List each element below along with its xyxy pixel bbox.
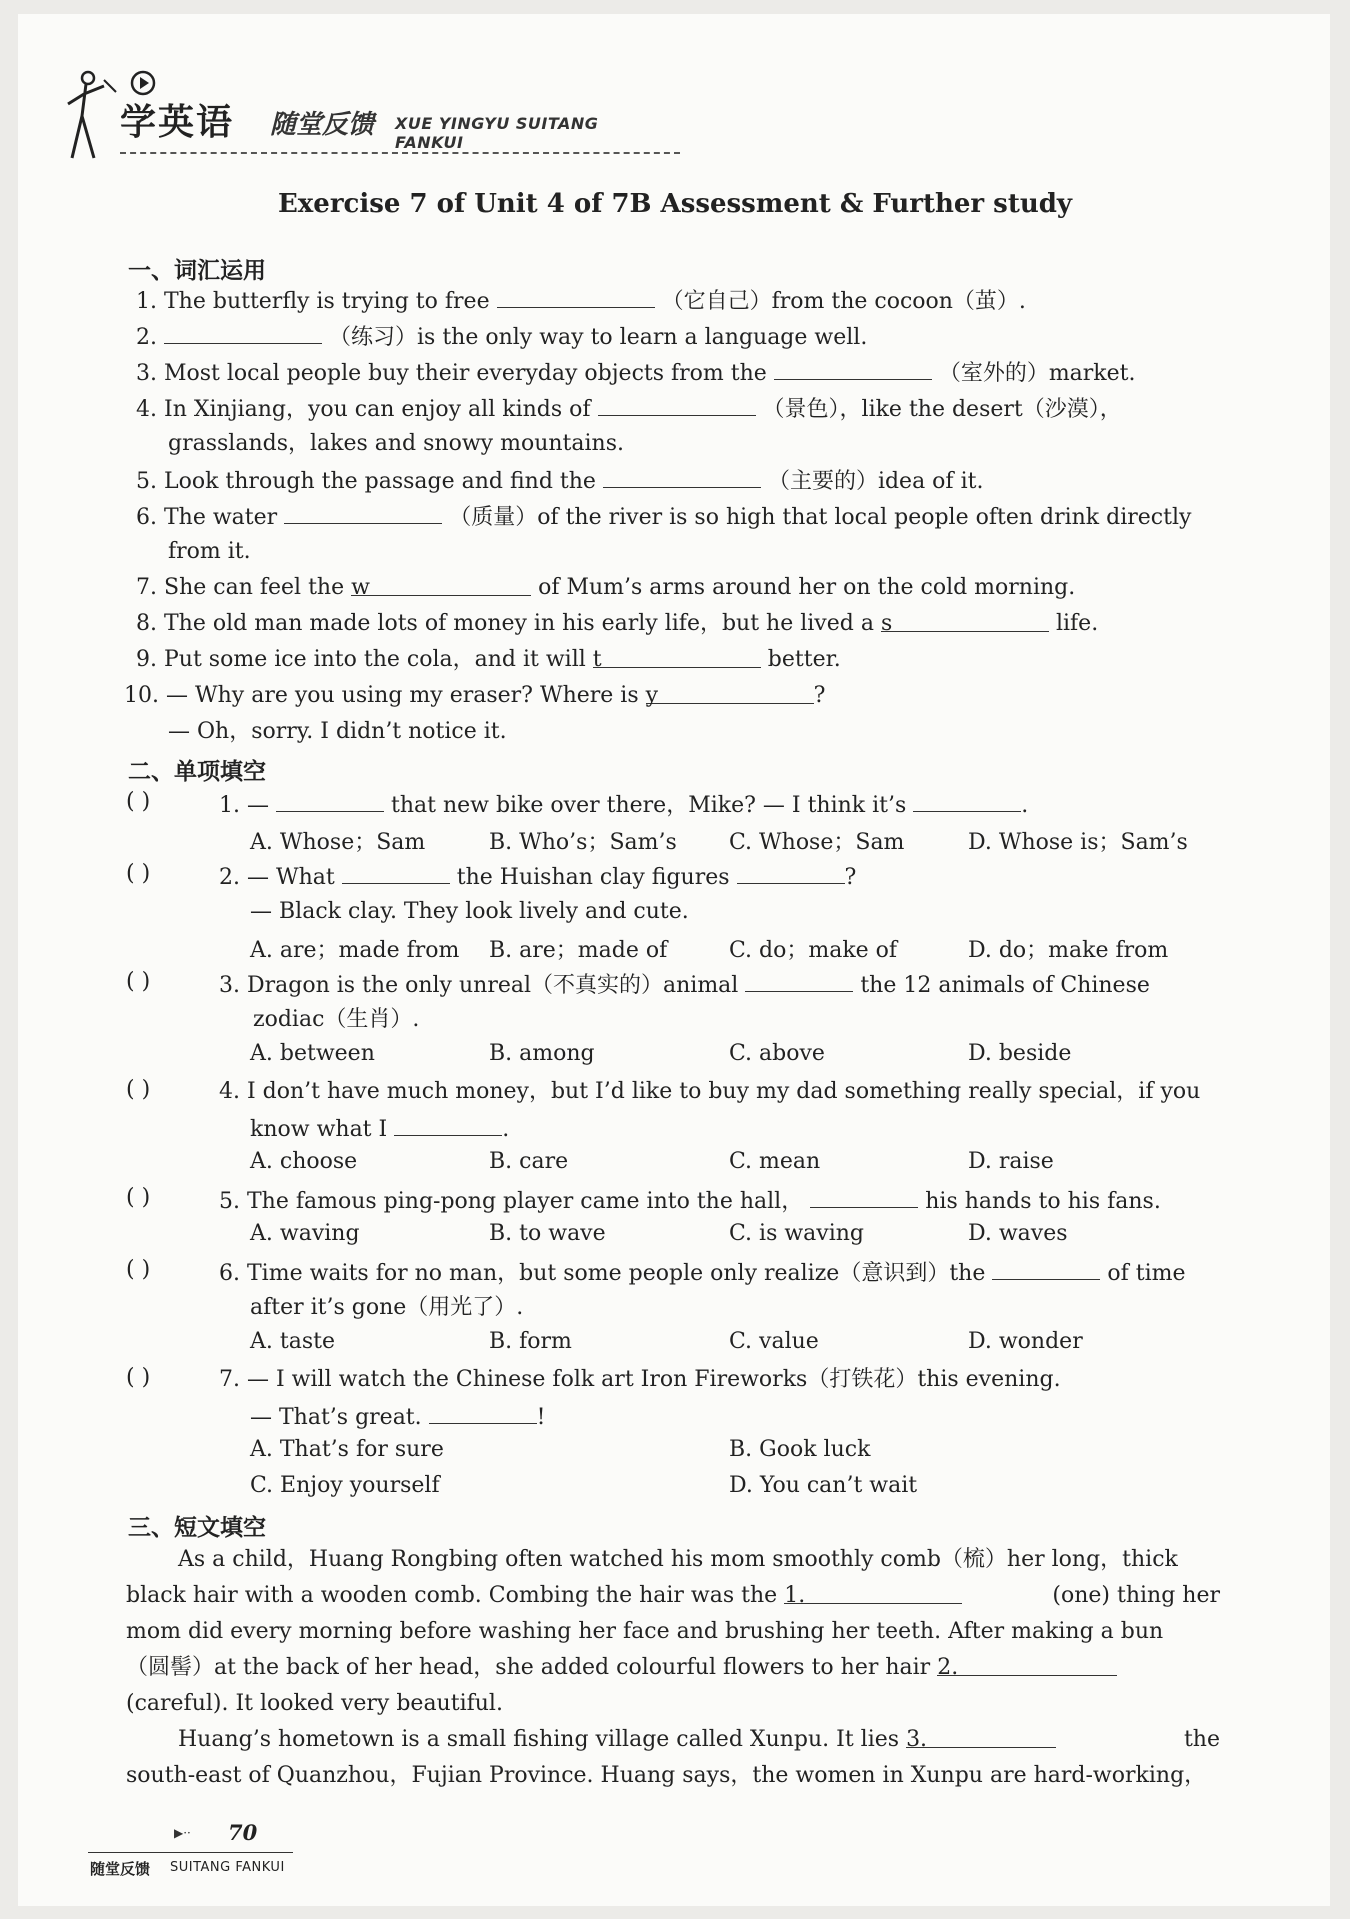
mc-question-5: 5. The famous ping-pong player came into the hall， his hands to his fans.: [219, 1185, 1161, 1217]
mc-2-option-c[interactable]: C. do；make of: [729, 938, 898, 963]
vocab-item-9: 9. Put some ice into the cola，and it will t better.: [136, 647, 841, 672]
mc-5-option-b[interactable]: B. to wave: [489, 1221, 606, 1246]
mc-question-2: 2. — What the Huishan clay figures ?: [219, 861, 856, 893]
footer-brand-cn: 随堂反馈: [90, 1860, 151, 1878]
passage-blank-3[interactable]: 3.: [906, 1725, 1056, 1748]
vocab-item-6-cont: from it.: [168, 539, 251, 564]
page-footer: [88, 1818, 298, 1888]
mc-question-7-reply: — That’s great. !: [250, 1401, 545, 1433]
mc-2-option-a[interactable]: A. are；made from: [250, 938, 460, 963]
answer-blank: [429, 1401, 537, 1424]
answer-blank[interactable]: [164, 321, 322, 344]
section-heading-multiple-choice: 二、单项填空: [128, 759, 266, 785]
answer-bracket[interactable]: ( ): [126, 969, 151, 994]
mc-6-option-c[interactable]: C. value: [729, 1329, 819, 1354]
passage-line-4: （圆髻）at the back of her head，she added colourful flowers to her hair 2.: [126, 1653, 1117, 1683]
mc-3-option-a[interactable]: A. between: [250, 1041, 375, 1066]
answer-blank: [810, 1185, 918, 1208]
mc-1-option-d[interactable]: D. Whose is；Sam’s: [968, 830, 1188, 855]
answer-bracket[interactable]: ( ): [126, 1257, 151, 1282]
mc-7-option-b[interactable]: B. Gook luck: [729, 1437, 871, 1462]
vocab-item-4: 4. In Xinjiang，you can enjoy all kinds of （景色），like the desert（沙漠），: [136, 393, 1122, 425]
arrow-icon: ▶··: [174, 1826, 191, 1840]
vocab-item-2: 2. （练习）is the only way to learn a language well.: [136, 321, 867, 353]
vocab-item-10-reply: — Oh，sorry. I didn’t notice it.: [168, 719, 507, 744]
mc-1-option-a[interactable]: A. Whose；Sam: [250, 830, 426, 855]
mc-5-option-c[interactable]: C. is waving: [729, 1221, 865, 1246]
mc-question-7: 7. — I will watch the Chinese folk art Iron Fireworks（打铁花）this evening.: [219, 1367, 1061, 1392]
mc-3-option-d[interactable]: D. beside: [968, 1041, 1072, 1066]
answer-bracket[interactable]: ( ): [126, 789, 151, 814]
passage-line-6: Huang’s hometown is a small fishing village called Xunpu. It lies 3. the: [178, 1727, 1220, 1752]
vocab-item-1: 1. The butterfly is trying to free （它自己）from the cocoon（茧）.: [136, 285, 1026, 317]
mc-question-4: 4. I don’t have much money，but I’d like to buy my dad something really special，if you: [219, 1079, 1201, 1104]
mc-question-3-cont: zodiac（生肖）.: [253, 1007, 420, 1032]
answer-bracket[interactable]: ( ): [126, 861, 151, 886]
vocab-item-10: 10. — Why are you using my eraser? Where is y ?: [124, 683, 826, 708]
answer-blank[interactable]: s: [881, 609, 1049, 632]
footer-divider: [88, 1852, 293, 1853]
page-number: 70: [228, 1820, 258, 1845]
header-logo: [60, 60, 670, 170]
mc-4-option-d[interactable]: D. raise: [968, 1149, 1054, 1174]
answer-blank[interactable]: [774, 357, 932, 380]
answer-blank[interactable]: w: [351, 573, 531, 596]
vocab-item-5: 5. Look through the passage and find the （主要的）idea of it.: [136, 465, 983, 497]
mc-4-option-c[interactable]: C. mean: [729, 1149, 821, 1174]
vocab-item-8: 8. The old man made lots of money in his early life，but he lived a s life.: [136, 611, 1099, 636]
mc-6-option-a[interactable]: A. taste: [250, 1329, 335, 1354]
mc-2-option-b[interactable]: B. are；made of: [489, 938, 668, 963]
mc-question-2-reply: — Black clay. They look lively and cute.: [250, 899, 689, 924]
answer-bracket[interactable]: ( ): [126, 1365, 151, 1390]
passage-line-5: (careful). It looked very beautiful.: [126, 1691, 503, 1716]
mc-4-option-a[interactable]: A. choose: [250, 1149, 358, 1174]
mc-1-option-c[interactable]: C. Whose；Sam: [729, 830, 905, 855]
mc-5-option-a[interactable]: A. waving: [250, 1221, 360, 1246]
mc-5-option-d[interactable]: D. waves: [968, 1221, 1068, 1246]
passage-blank-2[interactable]: 2.: [937, 1653, 1117, 1676]
passage-line-3: mom did every morning before washing her face and brushing her teeth. After making a bun: [126, 1619, 1164, 1644]
mc-3-option-b[interactable]: B. among: [489, 1041, 595, 1066]
answer-blank: [342, 861, 450, 884]
answer-bracket[interactable]: ( ): [126, 1185, 151, 1210]
mc-1-option-b[interactable]: B. Who’s；Sam’s: [489, 830, 677, 855]
answer-blank[interactable]: y: [646, 681, 814, 704]
passage-line-1: As a child，Huang Rongbing often watched his mom smoothly comb（梳）her long，thick: [178, 1547, 1178, 1572]
answer-blank: [992, 1257, 1100, 1280]
mc-7-option-a[interactable]: A. That’s for sure: [250, 1437, 444, 1462]
mc-6-option-d[interactable]: D. wonder: [968, 1329, 1083, 1354]
answer-bracket[interactable]: ( ): [126, 1077, 151, 1102]
header-dashed-line: [120, 152, 680, 154]
mc-7-option-c[interactable]: C. Enjoy yourself: [250, 1473, 440, 1498]
answer-blank: [745, 969, 853, 992]
answer-blank: [737, 861, 845, 884]
student-figure-icon: [64, 66, 124, 162]
mc-question-6: 6. Time waits for no man，but some people only realize（意识到）the of time: [219, 1257, 1186, 1289]
footer-brand-en: SUITANG FANKUI: [170, 1860, 285, 1875]
section-heading-vocabulary: 一、词汇运用: [128, 258, 266, 284]
section-heading-passage-fill: 三、短文填空: [128, 1515, 266, 1541]
logo-chinese-title: 学英语: [120, 102, 235, 143]
page-title: Exercise 7 of Unit 4 of 7B Assessment & Further study: [277, 189, 1073, 219]
answer-blank: [394, 1113, 502, 1136]
vocab-item-7: 7. She can feel the w of Mum’s arms around her on the cold morning.: [136, 575, 1076, 600]
mc-2-option-d[interactable]: D. do；make from: [968, 938, 1169, 963]
logo-pinyin: XUE YINGYU SUITANG FANKUI: [395, 114, 599, 152]
passage-line-2: black hair with a wooden comb. Combing the hair was the 1. (one) thing her: [126, 1583, 1220, 1608]
answer-blank: [276, 789, 384, 812]
mc-question-6-cont: after it’s gone（用光了）.: [250, 1295, 524, 1320]
vocab-item-6: 6. The water （质量）of the river is so high that local people often drink directly: [136, 501, 1191, 533]
answer-blank[interactable]: t: [593, 645, 761, 668]
answer-blank[interactable]: [284, 501, 442, 524]
vocab-item-3: 3. Most local people buy their everyday objects from the （室外的）market.: [136, 357, 1136, 389]
answer-blank[interactable]: [598, 393, 756, 416]
mc-6-option-b[interactable]: B. form: [489, 1329, 572, 1354]
mc-question-4-cont: know what I .: [250, 1113, 509, 1145]
mc-3-option-c[interactable]: C. above: [729, 1041, 825, 1066]
passage-blank-1[interactable]: 1.: [784, 1581, 962, 1604]
mc-question-1: 1. — that new bike over there，Mike? — I think it’s .: [219, 789, 1028, 821]
mc-7-option-d[interactable]: D. You can’t wait: [729, 1473, 918, 1498]
play-icon: [130, 70, 156, 96]
answer-blank: [913, 789, 1021, 812]
mc-question-3: 3. Dragon is the only unreal（不真实的）animal the 12 animals of Chinese: [219, 969, 1150, 1001]
passage-line-7: south-east of Quanzhou，Fujian Province. Huang says，the women in Xunpu are hard-working，: [126, 1763, 1207, 1788]
mc-4-option-b[interactable]: B. care: [489, 1149, 569, 1174]
answer-blank[interactable]: [603, 465, 761, 488]
vocab-item-4-cont: grasslands，lakes and snowy mountains.: [168, 431, 624, 456]
logo-chinese-subtitle: 随堂反馈: [270, 110, 375, 140]
answer-blank[interactable]: [497, 285, 655, 308]
